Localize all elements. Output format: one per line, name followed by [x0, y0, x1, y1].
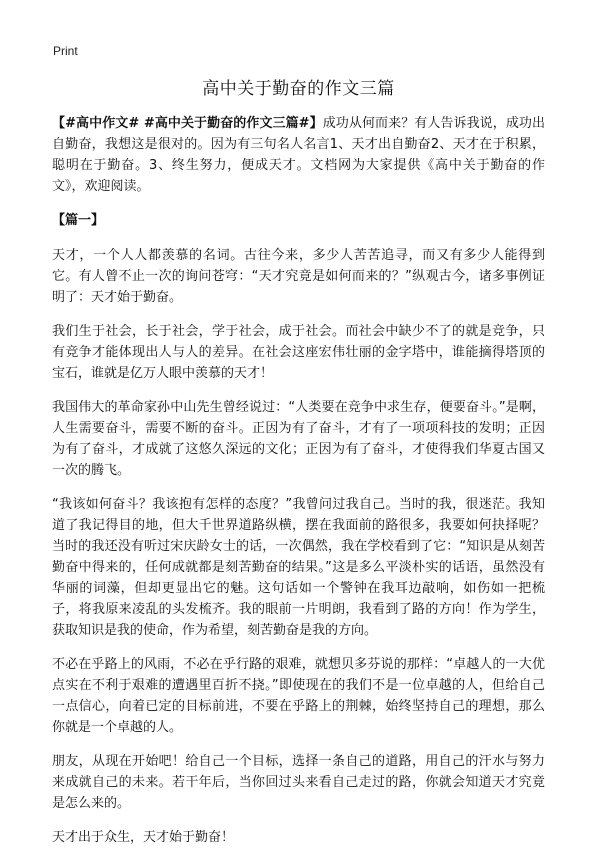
paragraph-3: 我国伟大的革命家孙中山先生曾经说过：“人类要在竞争中求生存，便要奋斗。”是啊，人生需要奋斗，需要不断的奋斗。正因为有了奋斗，才有了一项项科技的发明；正因为有了奋斗，才成就了这悠久深远的文化；正因为有了奋斗，才使得我们华夏古国又一次的腾飞。 [52, 400, 545, 478]
paragraph-4: “我该如何奋斗？我该抱有怎样的态度？”我曾问过我自己。当时的我，很迷茫。我知道了我记得目的地，但大千世界道路纵横，摆在我面前的路很多，我要如何抉择呢？当时的我还没有听过宋庆龄女士的话，一次偶然，我在学校看到了它：“知识是从刻苦勤奋中得来的，任何成就都是刻苦勤奋的结果。”这是多么平淡朴实的话语，虽然没有华丽的词藻，但却更显出它的魅。这句话如一个警钟在我耳边敲响，如伤如一把梳子，将我原来凌乱的头发梳齐。我的眼前一片明朗，我看到了路的方向！作为学生，获取知识是我的使命，作为希望，刻苦勤奋是我的方向。 [52, 497, 545, 638]
print-link[interactable]: Print [53, 44, 78, 58]
paragraph-6: 朋友，从现在开始吧！给自己一个目标，选择一条自己的道路，用自己的汗水与努力来成就自己的未来。若干年后，当你回过头来看自己走过的路，你就会知道天才究竟是怎么来的。 [52, 754, 545, 811]
section-heading: 【篇一】 [52, 213, 105, 228]
paragraph-5: 不必在乎路上的风雨，不必在乎行路的艰难，就想贝多芬说的那样：“卓越人的一大优点实在不利于艰难的遭遇里百折不挠。”即使现在的我们不是一位卓越的人，但给自己一点信心，向着已定的目标前进，不要在乎路上的荆棘，始终坚持自己的理想，那么你就是一个卓越的人。 [52, 657, 545, 735]
page-title: 高中关于勤奋的作文三篇 [202, 79, 395, 99]
paragraph-7: 天才出于众生，天才始于勤奋！ [52, 830, 235, 845]
paragraph-1: 天才，一个人人都羡慕的名词。古往今来，多少人苦苦追寻，而又有多少人能得到它。有人曾不止一次的询问苍穹：“天才究竟是如何而来的？”纵观古今，诸多事例证明了：天才始于勤奋。 [52, 248, 545, 305]
intro-paragraph [52, 113, 545, 197]
intro-tag: 【#高中作文# #高中关于勤奋的作文三篇#】 [52, 116, 323, 131]
paragraph-2: 我们生于社会，长于社会，学于社会，成于社会。而社会中缺少不了的就是竞争，只有竞争才能体现出人与人的差异。在社会这座宏伟壮丽的金字塔中，谁能摘得塔顶的宝石，谁就是亿万人眼中羡慕的天才！ [52, 324, 545, 381]
intro-text: 成功从何而来？有人告诉我说，成功出自勤奋，我想这是很对的。因为有三句名人名言1、天才出自勤奋2、天才在于积累，聪明在于勤奋。3、终生努力，便成天才。文档网为大家提供《高中关于勤奋的作文》，欢迎阅读。 [52, 116, 545, 194]
